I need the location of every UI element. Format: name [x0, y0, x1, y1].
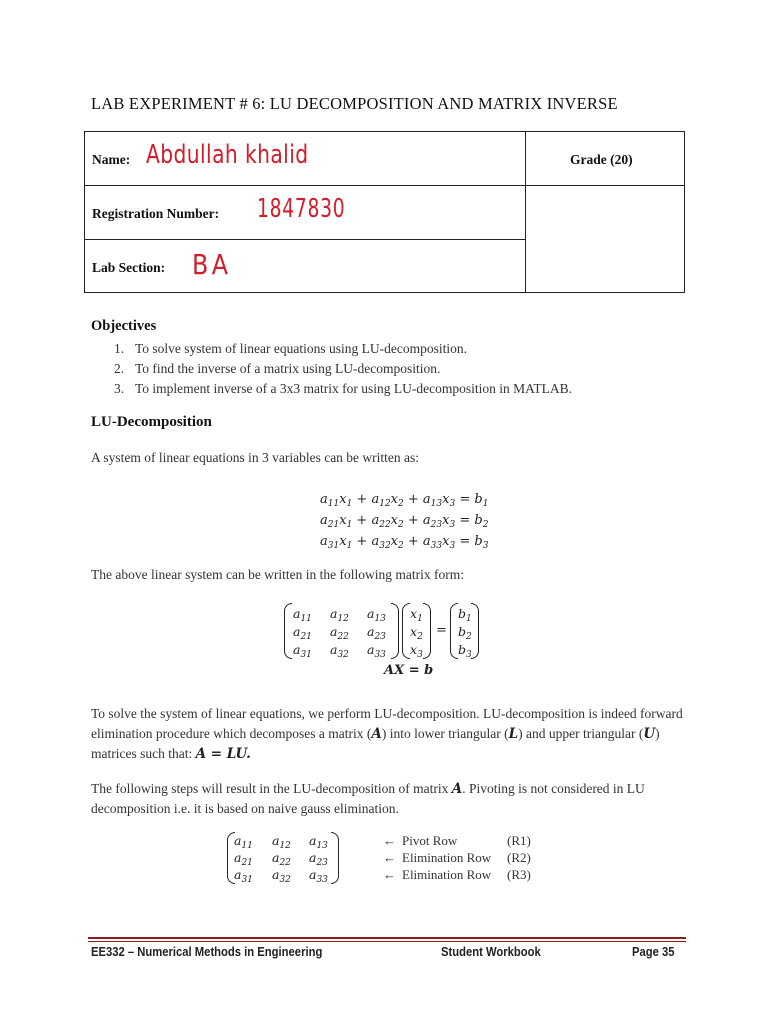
- grade-divider: [525, 185, 685, 186]
- left-paren: [284, 603, 292, 659]
- steps-paragraph: The following steps will result in the LU-decomposition of matrix A. Pivoting is not considered in LU decomposition i.e. it is based on naive gauss elimination.: [91, 781, 645, 816]
- intro-paragraph: A system of linear equations in 3 variables can be written as:: [91, 450, 420, 465]
- page-number: Page 35: [632, 945, 675, 959]
- list-item: ← Elimination Row (R2): [383, 850, 531, 865]
- solve-paragraph: To solve the system of linear equations, we perform LU-decomposition. LU-decomposition is indeed forward elimination procedure which decomposes a matrix (A) into lower triangular (L) and upper triangular (U) matrices such that: A = LU.: [91, 706, 683, 762]
- list-item: 1. To solve system of linear equations using LU-decomposition.: [114, 341, 468, 356]
- student-info-table: [84, 131, 685, 293]
- list-item: 2. To find the inverse of a matrix using LU-decomposition.: [114, 361, 441, 376]
- left-paren: [450, 603, 458, 659]
- name-row: [85, 132, 525, 186]
- right-paren: [471, 603, 479, 659]
- list-item: 3. To implement inverse of a 3x3 matrix for using LU-decomposition in MATLAB.: [114, 381, 572, 396]
- grade-label: Grade (20): [570, 152, 633, 167]
- objectives-heading: Objectives: [91, 318, 157, 334]
- ax-b-equation: AX = b: [384, 663, 434, 678]
- registration-handwritten: 1847830: [257, 194, 346, 224]
- footer-course: EE332 – Numerical Methods in Engineering: [91, 945, 323, 959]
- footer-rule: [88, 941, 686, 942]
- footer-rule: [88, 937, 686, 939]
- list-item: ← Elimination Row (R3): [383, 867, 531, 882]
- row-annotations: [383, 832, 531, 883]
- right-paren: [331, 832, 339, 884]
- objectives-list: [114, 339, 572, 399]
- right-paren: [423, 603, 431, 659]
- section-label: Lab Section:: [92, 260, 166, 275]
- lu-heading: LU-Decomposition: [91, 414, 212, 430]
- linear-equations: [320, 489, 488, 552]
- name-label: Name:: [92, 152, 131, 167]
- section-row: [85, 240, 525, 293]
- matrix-form-paragraph: The above linear system can be written in the following matrix form:: [91, 567, 465, 582]
- right-paren: [391, 603, 399, 659]
- equation-2: $a_{21}x_1 + a_{22}x_2 + a_{23}x_3 = b_2$: [320, 513, 489, 530]
- list-item: ← Pivot Row (R1): [383, 833, 531, 848]
- equation-3: $a_{31}x_1 + a_{32}x_2 + a_{33}x_3 = b_3$: [320, 534, 489, 551]
- registration-label: Registration Number:: [92, 206, 220, 221]
- footer-workbook: Student Workbook: [441, 945, 541, 959]
- document-page: LAB EXPERIMENT # 6: LU DECOMPOSITION AND MATRIX INVERSE Name: Abdullah khalid Registration Number: 1847830 Lab Section: BA Grade (20) Objectives 1. To solve system of linear equations using LU-decomposition. 2. To find the inverse of a matrix using LU-decomposition. 3. To implement inverse of a 3x3 matrix for using LU-decomposition in MATLAB. LU-Decomposition A system of linear equations in 3 variables can be written as: $a_{11}x_1 + a_{12}x_2 + a_{13}x_3 = b_1$ $a_{21}x_1 + a_{22}x_2 + a_{23}x_3 = b_2$ $a_{31}x_1 + a_{32}x_2 + a_{33}x_3 = b_3$ The above linear system can be written in the following matrix form: $a_{11}$ $a_{12}$ $a_{13}$ $a_{21}$ $a_{22}$ $a_{23}$ $a_{31}$ $a_{32}$ $a_{33}$ $x_1$ $x_2$ $x_3$ = $b_1$ $b_2$ $b_3$ AX = b To solve the system of linear equations, we perform LU-decomposition. LU-decomposition is indeed forward elimination procedure which decomposes a matrix (A) into lower triangular (L) and upper triangular (U) matrices such that: A = LU. The following steps will result in the LU-decomposition of matrix A. Pivoting is not considered in LU decomposition i.e. it is based on naive gauss elimination. $a_{11}$ $a_{12}$ $a_{13}$ $a_{21}$ $a_{22}$ $a_{23}$ $a_{31}$ $a_{32}$ $a_{33}$ ← Pivot Row (R1) ← Elimination Row (R2) ← Elimination Row (R3) EE332 – Numerical Methods in Engineering Student Workbook Page 35: [0, 0, 768, 1024]
- page-title: LAB EXPERIMENT # 6: LU DECOMPOSITION AND MATRIX INVERSE: [91, 94, 618, 113]
- name-handwritten: Abdullah khalid: [146, 140, 309, 170]
- table-divider: [525, 132, 526, 292]
- equation-1: $a_{11}x_1 + a_{12}x_2 + a_{13}x_3 = b_1$: [320, 492, 489, 509]
- section-handwritten: BA: [192, 248, 232, 281]
- left-paren: [402, 603, 410, 659]
- registration-row: [85, 186, 525, 240]
